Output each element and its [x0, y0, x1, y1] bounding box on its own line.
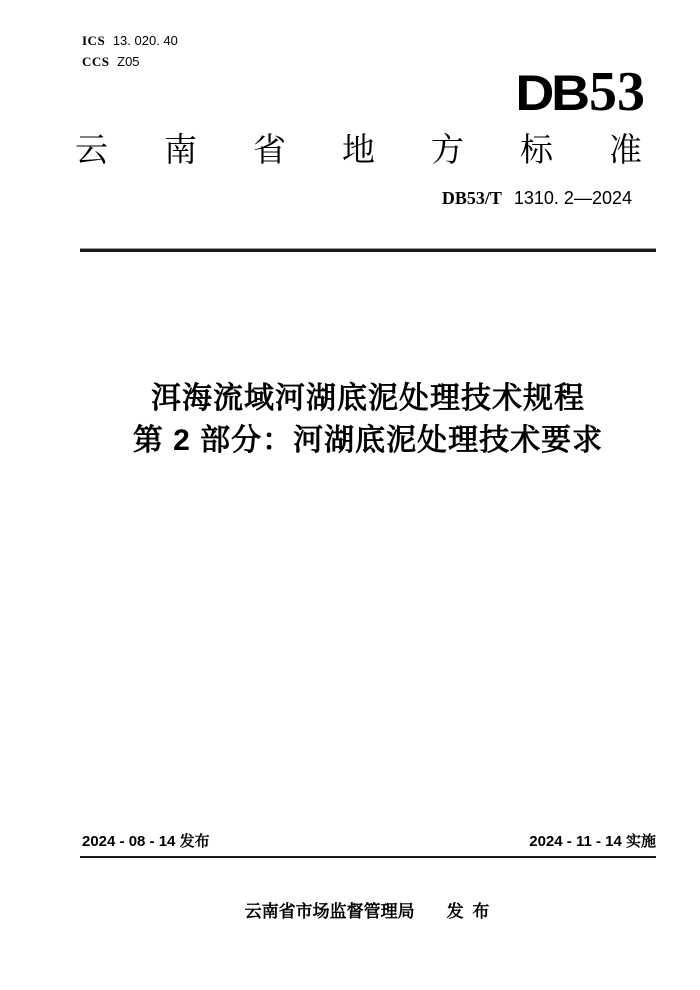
document-title-line-1: 洱海流域河湖底泥处理技术规程: [151, 382, 585, 415]
issue-date: 2024 - 08 - 14 发布: [82, 833, 210, 850]
standard-code-number: 1310. 2—2024: [513, 188, 632, 208]
document-title-line-2: 第 2 部分：河湖底泥处理技术要求: [132, 424, 604, 457]
footer-rule: [80, 856, 656, 858]
db53-logo-region-code: 53: [589, 61, 645, 123]
ics-label: ICS: [82, 33, 106, 48]
db53-logo-db-glyph: DB: [515, 65, 587, 121]
publisher-name: 云南省市场监督管理局: [244, 902, 415, 921]
standard-type-char: 地: [342, 131, 375, 168]
standard-type-char: 云: [75, 131, 108, 168]
ccs-value: Z05: [117, 54, 140, 69]
document-title: [80, 378, 656, 462]
standard-type-char: 方: [431, 131, 464, 168]
standard-type-char: 标: [520, 131, 553, 168]
ccs-label: CCS: [82, 54, 110, 69]
ics-ccs-block: [82, 30, 178, 72]
dates-row: [82, 831, 656, 852]
ccs-line: [82, 51, 178, 72]
publish-action: 发 布: [446, 902, 492, 921]
db53-logo: [515, 61, 645, 123]
standard-type-char: 南: [164, 131, 197, 168]
standard-code-line: [80, 188, 632, 209]
publisher-line: [80, 900, 656, 924]
ics-line: [82, 30, 178, 51]
implement-date: 2024 - 11 - 14 实施: [529, 833, 656, 850]
standard-type-char: 省: [253, 131, 286, 168]
header-rule: [80, 248, 656, 252]
standard-type-heading: [75, 130, 642, 170]
ics-value: 13. 020. 40: [112, 33, 178, 48]
standard-type-char: 准: [609, 131, 642, 168]
standard-code-prefix: DB53/T: [441, 188, 502, 208]
